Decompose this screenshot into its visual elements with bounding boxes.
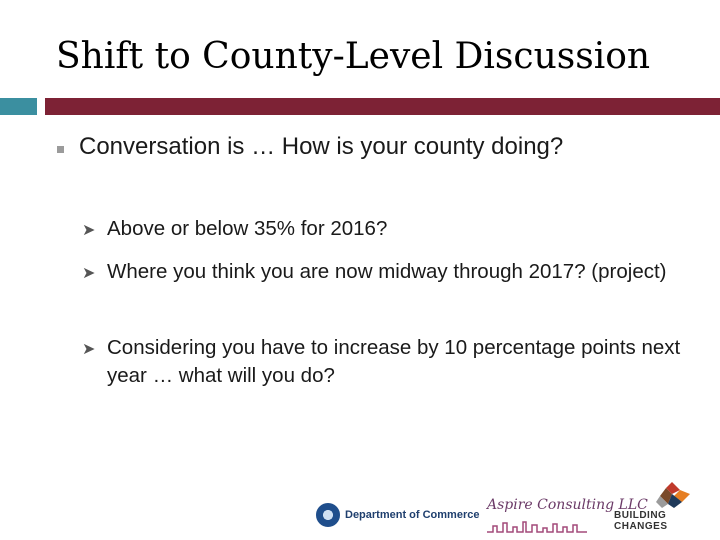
arrow-bullet-icon: ➤ (82, 263, 96, 282)
building-changes-logo (614, 480, 694, 536)
skyline-icon (487, 519, 587, 533)
sub-bullet-1: Above or below 35% for 2016? (107, 217, 388, 240)
title-rule-maroon (45, 98, 720, 115)
arrow-bullet-icon: ➤ (82, 220, 96, 239)
commerce-logo (316, 502, 479, 528)
sub-bullet-3: Considering you have to increase by 10 percentage points next year … what will you do? (107, 336, 681, 387)
arrow-bullet-icon: ➤ (82, 339, 96, 358)
title-rule-teal (0, 98, 37, 115)
building-changes-mark-icon (614, 480, 694, 510)
aspire-logo-text: Aspire Consulting LLC (487, 497, 648, 513)
square-bullet-icon (57, 146, 64, 153)
commerce-logo-text: Department of Commerce (345, 509, 480, 521)
main-bullet-text: Conversation is … How is your county doing? (79, 133, 564, 160)
sub-bullet-2: Where you think you are now midway through 2017? (project) (107, 260, 667, 283)
building-changes-text (614, 510, 668, 532)
slide-title: Shift to County-Level Discussion (56, 36, 651, 77)
building-changes-line-2: CHANGES (614, 521, 668, 532)
commerce-seal-icon (316, 503, 340, 527)
building-changes-line-1: BUILDING (614, 510, 667, 521)
